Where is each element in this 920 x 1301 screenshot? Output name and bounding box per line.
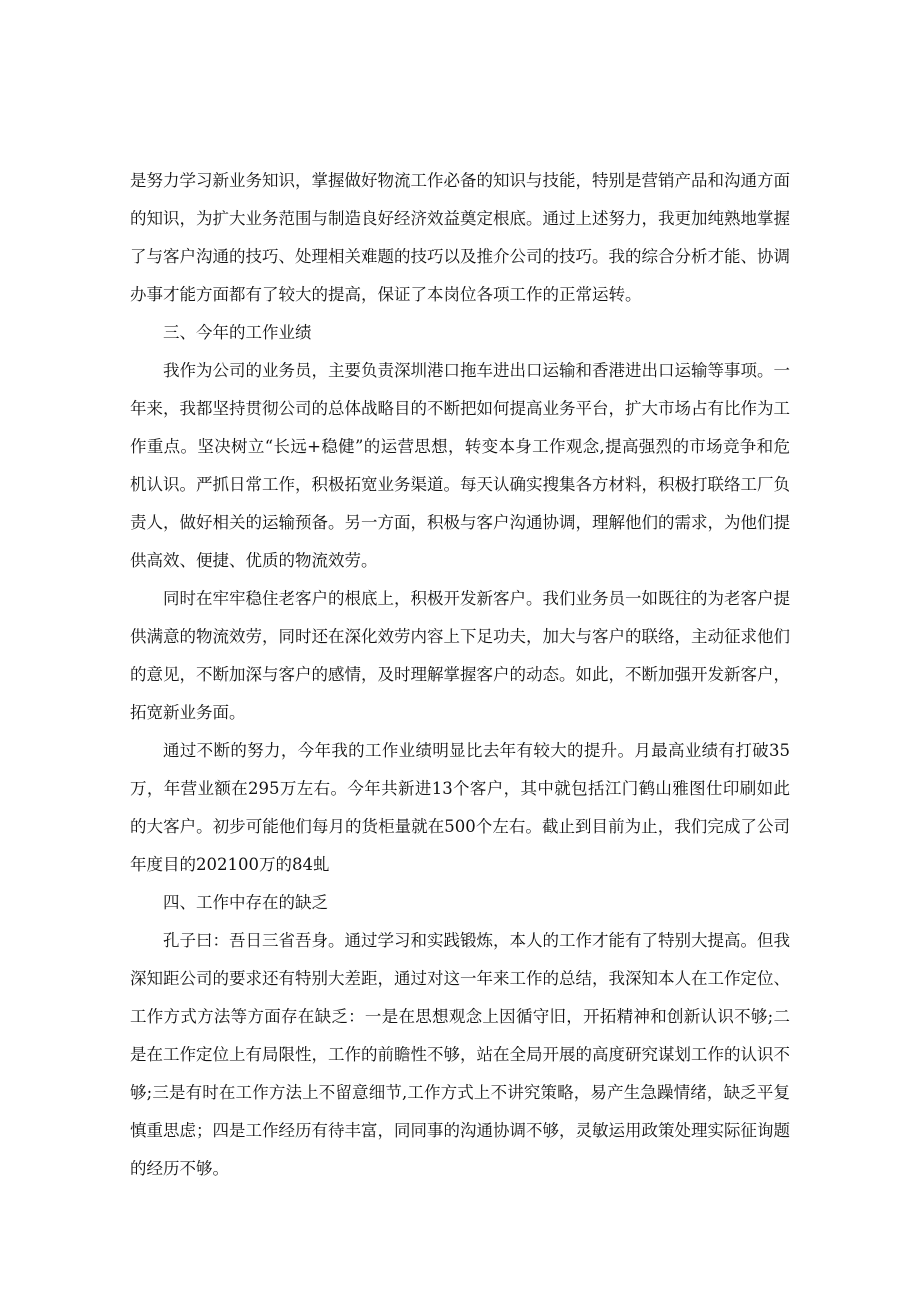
section-heading-shortcomings: 四、工作中存在的缺乏 (163, 893, 328, 912)
paragraph-results: 通过不断的努力，今年我的工作业绩明显比去年有较大的提升。月最高业绩有打破35万，年营业额在295万左右。今年共新进13个客户，其中就包括江门鹤山雅图仕印刷如此的大客户。初步可能他们每月的货柜量就在500个左右。截止到目前为止，我们完成了公司年度目的202100万的84虬 (130, 741, 790, 874)
document-body (130, 162, 790, 1188)
section-heading-achievements: 三、今年的工作业绩 (163, 323, 312, 342)
paragraph-shortcomings: 孔子曰：吾日三省吾身。通过学习和实践锻炼，本人的工作才能有了特别大提高。但我深知距公司的要求还有特别大差距，通过对这一年来工作的总结，我深知本人在工作定位、工作方式方法等方面存在缺乏：一是在思想观念上因循守旧，开拓精神和创新认识不够;二是在工作定位上有局限性，工作的前瞻性不够，站在全局开展的高度研究谋划工作的认识不够;三是有时在工作方法上不留意细节,工作方式上不讲究策略，易产生急躁情绪，缺乏平复慎重思虑；四是工作经历有待丰富，同同事的沟通协调不够，灵敏运用政策处理实际征询题的经历不够。 (130, 931, 790, 1178)
paragraph-role: 我作为公司的业务员，主要负责深圳港口拖车进出口运输和香港进出口运输等事项。一年来，我都坚持贯彻公司的总体战略目的不断把如何提高业务平台，扩大市场占有比作为工作重点。坚决树立“长远+稳健”的运营思想，转变本身工作观念,提高强烈的市场竞争和危机认识。严抓日常工作，积极拓宽业务渠道。每天认确实搜集各方材料，积极打联络工厂负责人，做好相关的运输预备。另一方面，积极与客户沟通协调，理解他们的需求，为他们提供高效、便捷、优质的物流效劳。 (130, 361, 790, 570)
paragraph-new-clients: 同时在牢牢稳住老客户的根底上，积极开发新客户。我们业务员一如既往的为老客户提供满意的物流效劳，同时还在深化效劳内容上下足功夫，加大与客户的联络，主动征求他们的意见，不断加深与客户的感情，及时理解掌握客户的动态。如此，不断加强开发新客户，拓宽新业务面。 (130, 589, 790, 722)
paragraph-continuation: 是努力学习新业务知识，掌握做好物流工作必备的知识与技能，特别是营销产品和沟通方面的知识，为扩大业务范围与制造良好经济效益奠定根底。通过上述努力，我更加纯熟地掌握了与客户沟通的技巧、处理相关难题的技巧以及推介公司的技巧。我的综合分析才能、协调办事才能方面都有了较大的提高，保证了本岗位各项工作的正常运转。 (130, 171, 790, 304)
